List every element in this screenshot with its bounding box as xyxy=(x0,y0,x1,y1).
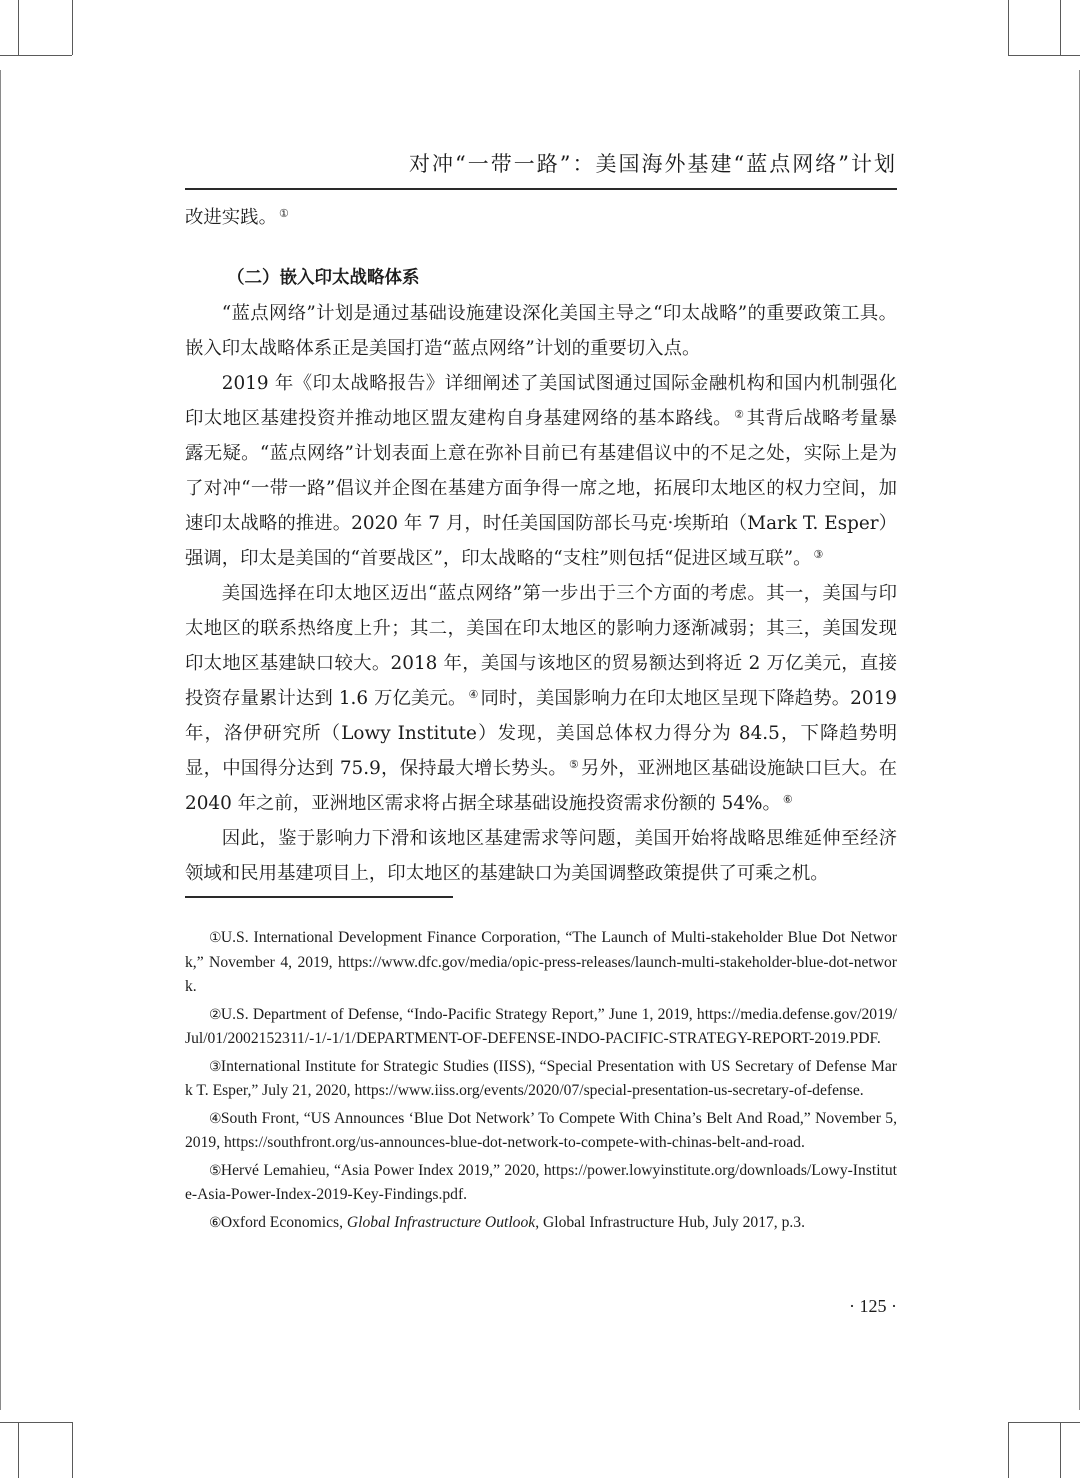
footnote-rule xyxy=(185,896,453,898)
crop-mark-top-right xyxy=(1060,0,1061,55)
crop-mark-top-right xyxy=(1008,55,1080,56)
footnote-text: U.S. International Development Finance Corporation, “The Launch of Multi-stakeholder Blue Dot Network,” November 4, 2019, https://www.dfc.gov/media/opic-press-releases/launch-multi-stakeholder-blue-dot-network. xyxy=(185,929,897,995)
crop-mark-bottom-left xyxy=(72,1422,73,1478)
paragraph-2 xyxy=(185,366,897,576)
continuation-text: 改进实践。 xyxy=(185,207,277,228)
footnote-item xyxy=(185,1211,897,1236)
footnote-ref-4[interactable]: ④ xyxy=(468,688,479,701)
running-title: 对冲“一带一路”：美国海外基建“蓝点网络”计划 xyxy=(409,152,897,176)
crop-mark-bottom-left xyxy=(18,1422,19,1478)
crop-mark-bottom-right xyxy=(1008,1422,1080,1423)
footnote-text: International Institute for Strategic Studies (IISS), “Special Presentation with US Secretary of Defense Mark T. Esper,” July 21, 2020, https://www.iiss.org/events/2020/07/special-presentation-us-secretary-of-defense. xyxy=(185,1057,897,1099)
crop-mark-bottom-right xyxy=(1060,1422,1061,1478)
paragraph-3-part-c: 另外，亚洲地区基础设施缺口巨大。在 2040 年之前，亚洲地区需求将占据全球基础设施投资需求份额的 54%。 xyxy=(185,758,897,814)
crop-mark-top-right xyxy=(1008,0,1009,55)
footnote-ref-2[interactable]: ② xyxy=(734,408,745,421)
footnote-text: U.S. Department of Defense, “Indo-Pacific Strategy Report,” June 1, 2019, https://media.defense.gov/2019/Jul/01/2002152311/-1/-1/1/DEPARTMENT-OF-DEFENSE-INDO-PACIFIC-STRATEGY-REPORT-2019.PDF. xyxy=(185,1005,897,1047)
footnote-ref-1[interactable]: ① xyxy=(278,207,289,220)
footnote-ref-5[interactable]: ⑤ xyxy=(568,758,580,771)
footnote-number: ① xyxy=(209,930,222,946)
footnote-number: ④ xyxy=(209,1110,222,1127)
footnote-item xyxy=(185,1003,897,1052)
footnotes xyxy=(185,926,897,1238)
paragraph-2-part-b: 其背后战略考量暴露无疑。“蓝点网络”计划表面上意在弥补目前已有基建倡议中的不足之处，实际上是为了对冲“一带一路”倡议并企图在基建方面争得一席之地，拓展印太地区的权力空间，加速印太战略的推进。2020 年 7 月，时任美国国防部长马克·埃斯珀（Mark T. Esper）强调，印太是美国的“首要战区”，印太战略的“支柱”则包括“促进区域互联”。 xyxy=(185,408,897,569)
footnote-item xyxy=(185,926,897,1000)
crop-mark-bottom-right xyxy=(1008,1422,1009,1478)
crop-mark-top-left xyxy=(0,55,72,56)
page-number: · 125 · xyxy=(849,1296,897,1316)
footnote-item xyxy=(185,1107,897,1156)
footnote-text-title: Global Infrastructure Outlook xyxy=(346,1213,536,1231)
footnote-number: ② xyxy=(209,1006,222,1023)
main-text xyxy=(185,200,897,891)
footnote-number: ③ xyxy=(209,1058,222,1075)
paragraph-3-part-b: 同时，美国影响力在印太地区呈现下降趋势。2019 年，洛伊研究所（Lowy Institute）发现，美国总体权力得分为 84.5，下降趋势明显，中国得分达到 75.9，保持最大增长势头。 xyxy=(185,688,897,779)
footnote-item xyxy=(185,1159,897,1208)
paragraph-3-part-a: 美国选择在印太地区迈出“蓝点网络”第一步出于三个方面的考虑。其一，美国与印太地区的联系热络度上升；其二，美国在印太地区的影响力逐渐减弱；其三，美国发现印太地区基建缺口较大。2018 年，美国与该地区的贸易额达到将近 2 万亿美元，直接投资存量累计达到 1.6 万亿美元。 xyxy=(185,583,897,709)
footnote-text: South Front, “US Announces ‘Blue Dot Network’ To Compete With China’s Belt And Road,” November 5, 2019, https://southfront.org/us-announces-blue-dot-network-to-compete-with-chinas-belt-and-road. xyxy=(185,1109,897,1151)
paragraph-2-part-a: 2019 年《印太战略报告》详细阐述了美国试图通过国际金融机构和国内机制强化印太地区基建投资并推动地区盟友建构自身基建网络的基本路线。 xyxy=(185,373,897,429)
section-heading: （二）嵌入印太战略体系 xyxy=(227,268,420,288)
footnote-item xyxy=(185,1055,897,1104)
footnote-text-pre: Oxford Economics, xyxy=(220,1213,347,1231)
header-rule xyxy=(185,188,897,190)
footnote-number: ⑤ xyxy=(209,1162,222,1179)
paragraph-4: 因此，鉴于影响力下滑和该地区基建需求等问题，美国开始将战略思维延伸至经济领域和民用基建项目上，印太地区的基建缺口为美国调整政策提供了可乘之机。 xyxy=(185,828,897,884)
paragraph-3 xyxy=(185,576,897,821)
footnote-ref-3[interactable]: ③ xyxy=(813,548,824,561)
continuation-paragraph xyxy=(185,200,897,235)
crop-mark-top-left xyxy=(18,0,19,55)
footnote-text: Hervé Lemahieu, “Asia Power Index 2019,” 2020, https://power.lowyinstitute.org/downloads/Lowy-Institute-Asia-Power-Index-2019-Key-Findings.pdf. xyxy=(185,1161,897,1203)
crop-mark-top-left xyxy=(72,0,73,55)
footnote-text-post: , Global Infrastructure Hub, July 2017, p.3. xyxy=(535,1213,805,1231)
crop-mark-bottom-left xyxy=(0,1422,72,1423)
crop-mark-top-left xyxy=(0,70,1,1410)
footnote-ref-6[interactable]: ⑥ xyxy=(782,793,793,806)
paragraph-1: “蓝点网络”计划是通过基础设施建设深化美国主导之“印太战略”的重要政策工具。嵌入印太战略体系正是美国打造“蓝点网络”计划的重要切入点。 xyxy=(185,303,897,359)
footnote-number: ⑥ xyxy=(209,1214,222,1231)
